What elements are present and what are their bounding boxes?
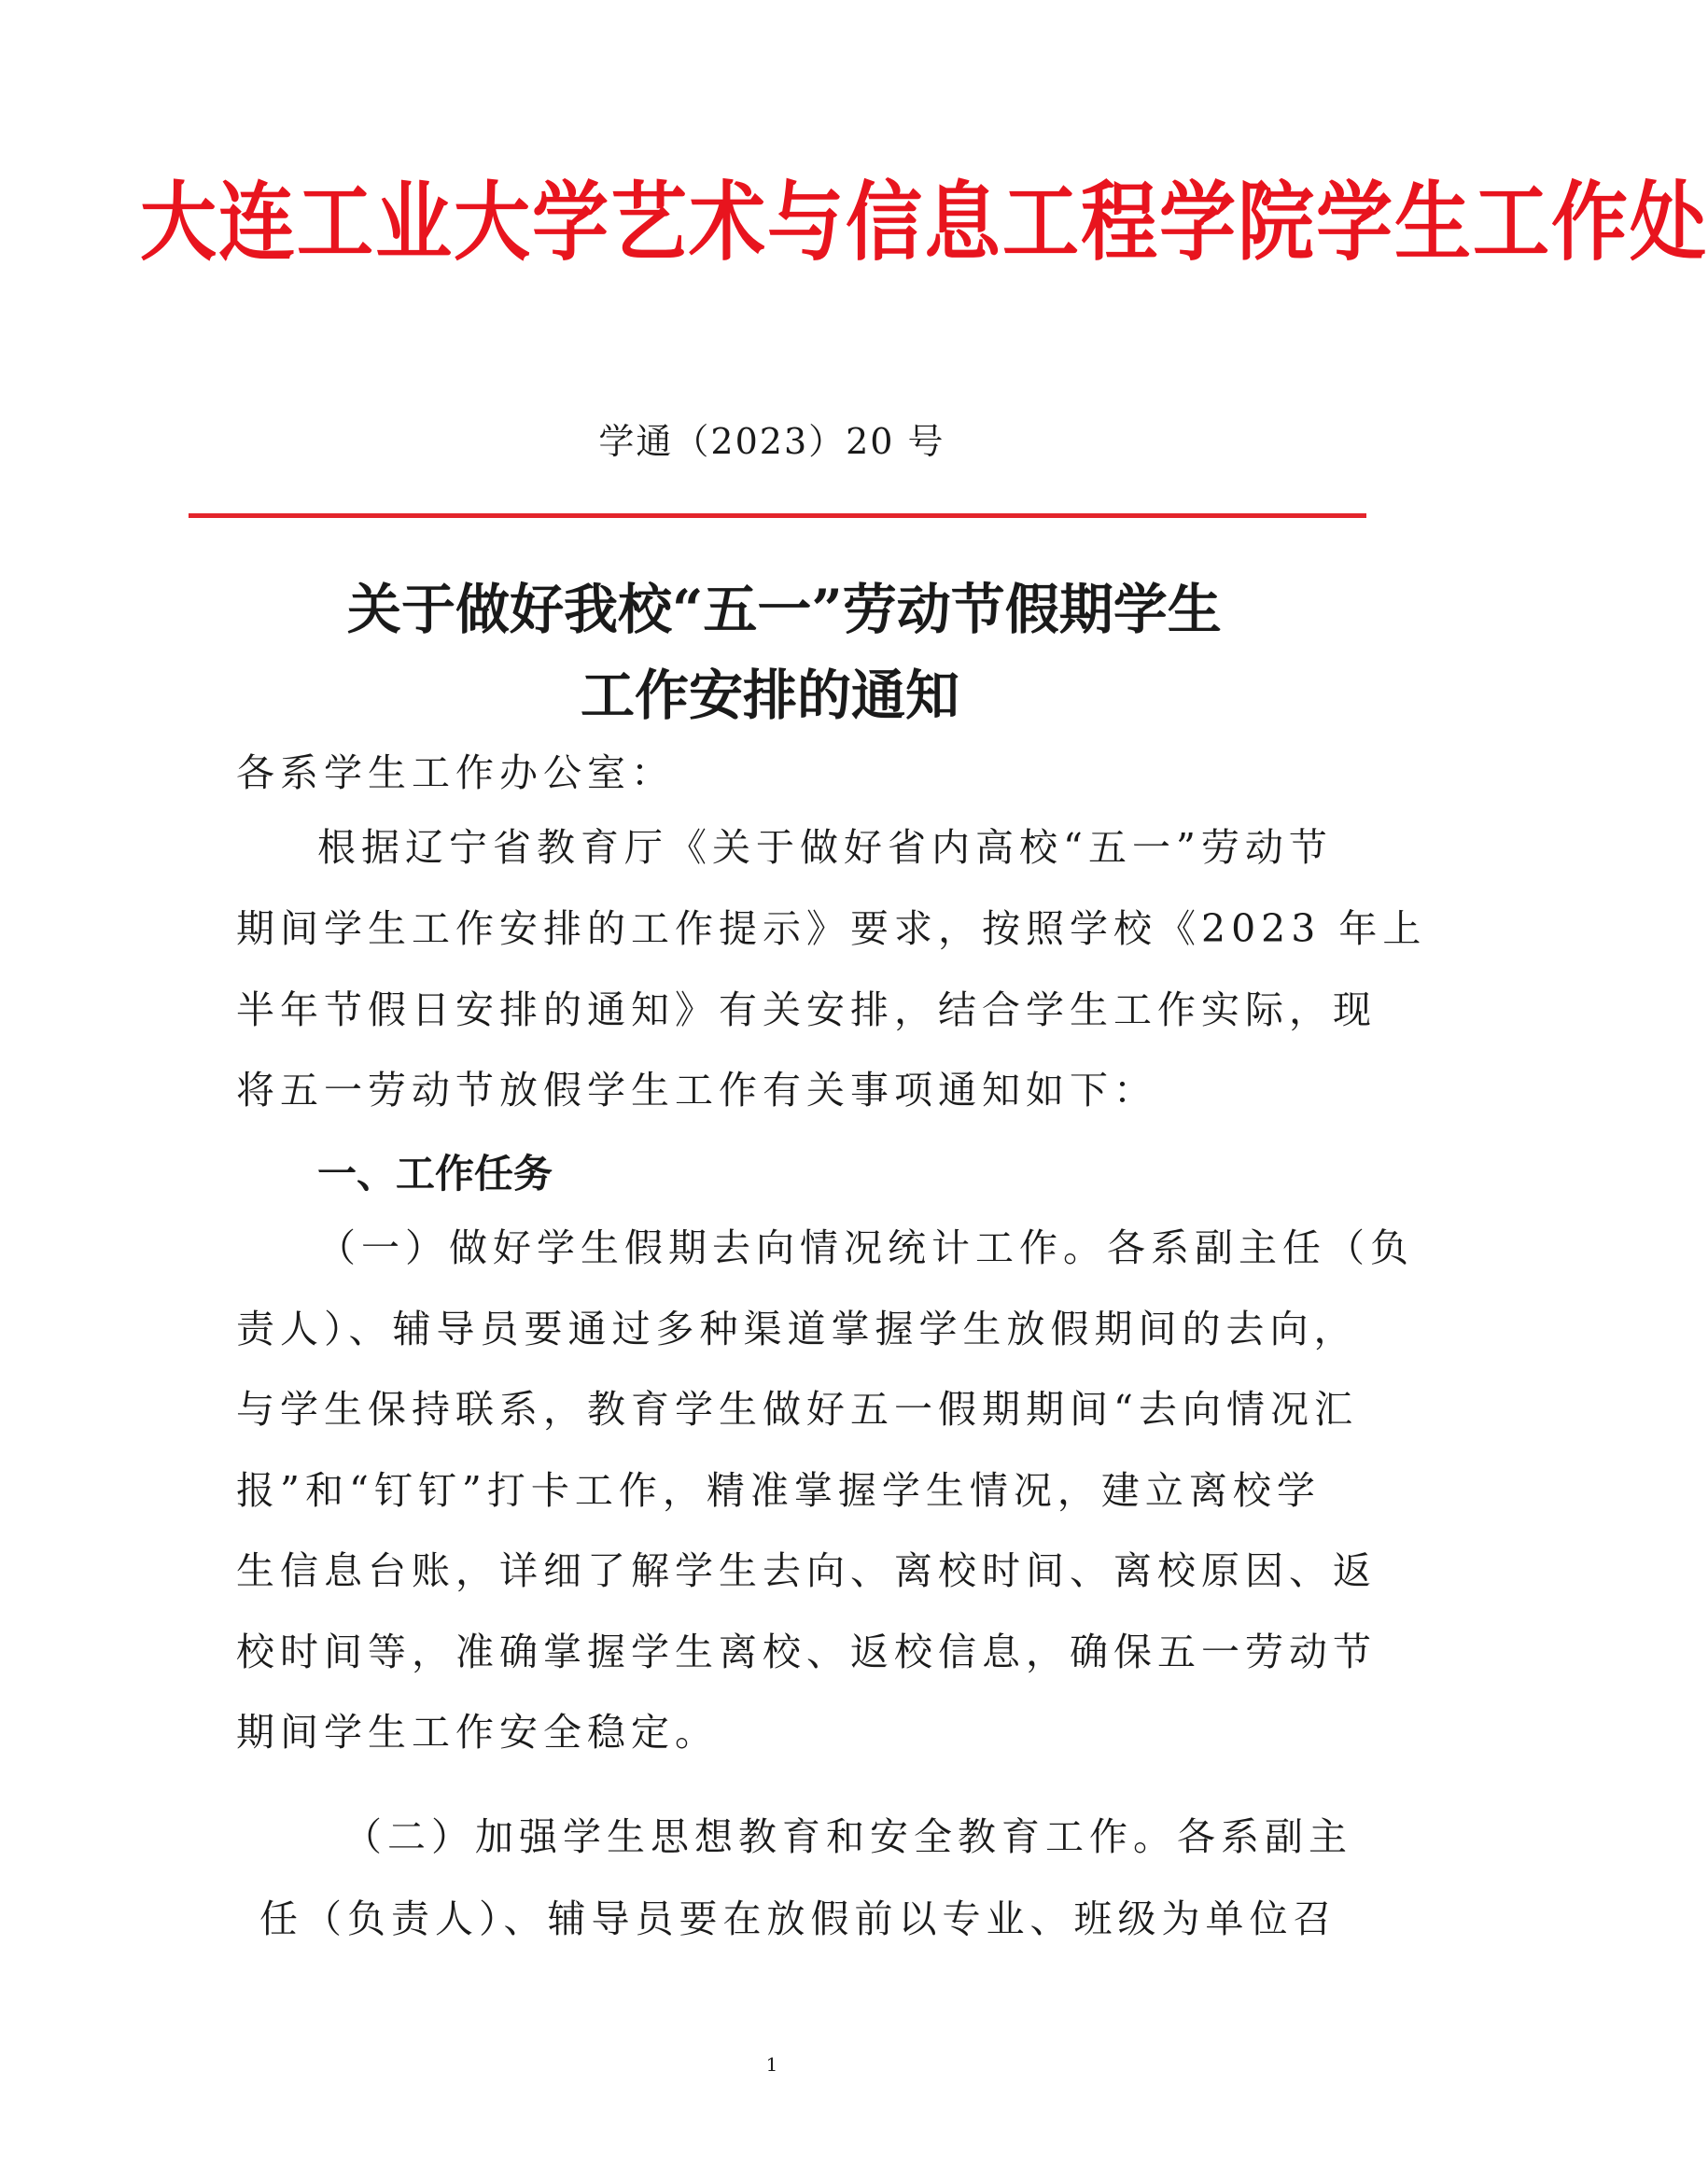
item1-line: 期间学生工作安全稳定。 [236, 1710, 719, 1755]
document-number: 学通（2023）20 号 [598, 421, 945, 462]
intro-line: 根据辽宁省教育厅《关于做好省内高校“五一”劳动节 [317, 825, 1333, 870]
item1-line: 责人）、辅导员要通过多种渠道掌握学生放假期间的去向， [236, 1307, 1358, 1351]
issuing-office-title: 大连工业大学艺术与信息工程学院学生工作处 [140, 174, 1708, 273]
intro-line: 将五一劳动节放假学生工作有关事项通知如下： [236, 1068, 1157, 1112]
item1-line: （一）做好学生假期去向情况统计工作。各系副主任（负 [317, 1225, 1414, 1270]
item1-line: 报”和“钉钉”打卡工作，精准掌握学生情况，建立离校学 [236, 1468, 1321, 1513]
item1-line: 生信息台账，详细了解学生去向、离校时间、离校原因、返 [236, 1548, 1377, 1593]
section-heading-tasks: 一、工作任务 [317, 1151, 553, 1196]
notice-title-line-1: 关于做好我校“五一”劳动节假期学生 [347, 578, 1222, 641]
intro-line: 半年节假日安排的通知》有关安排，结合学生工作实际，现 [236, 987, 1377, 1032]
intro-line: 期间学生工作安排的工作提示》要求，按照学校《2023 年上 [236, 906, 1427, 951]
red-divider-rule [189, 513, 1366, 518]
item1-line: 校时间等，准确掌握学生离校、返校信息，确保五一劳动节 [236, 1630, 1377, 1674]
item2-line: （二）加强学生思想教育和安全教育工作。各系副主 [343, 1814, 1352, 1859]
item1-line: 与学生保持联系，教育学生做好五一假期期间“去向情况汇 [236, 1387, 1358, 1432]
page-number: 1 [765, 2053, 778, 2076]
notice-title-line-2: 工作安排的通知 [581, 664, 960, 727]
item2-line: 任（负责人）、辅导员要在放假前以专业、班级为单位召 [259, 1896, 1337, 1941]
salutation: 各系学生工作办公室： [236, 750, 675, 795]
